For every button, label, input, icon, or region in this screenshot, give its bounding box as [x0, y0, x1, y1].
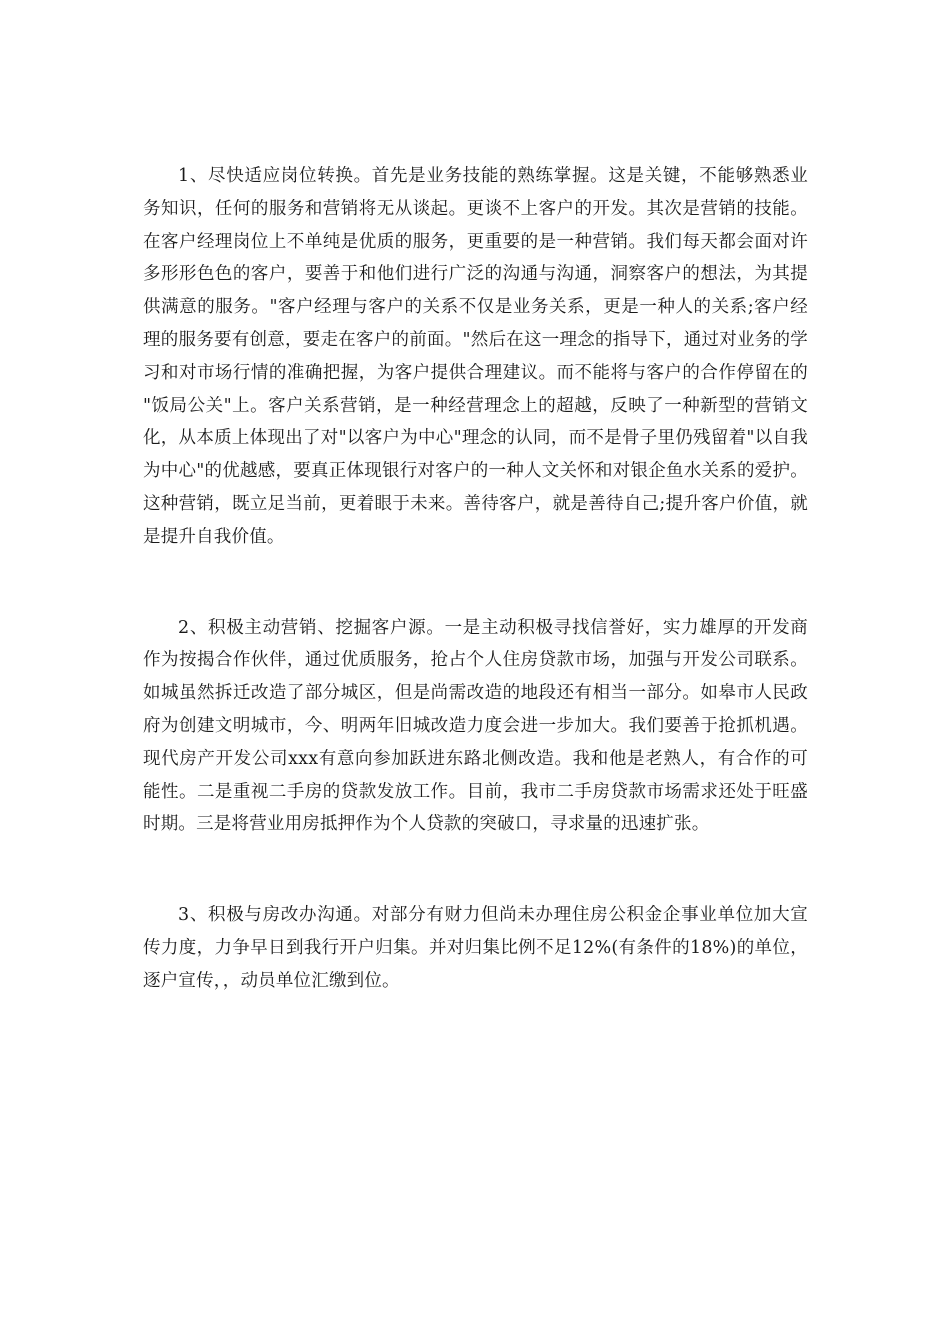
document-body: [143, 160, 808, 998]
paragraph-1: 1、尽快适应岗位转换。首先是业务技能的熟练掌握。这是关键，不能够熟悉业务知识，任何的服务和营销将无从谈起。更谈不上客户的开发。其次是营销的技能。在客户经理岗位上不单纯是优质的服务，更重要的是一种营销。我们每天都会面对许多形形色色的客户，要善于和他们进行广泛的沟通与沟通，洞察客户的想法，为其提供满意的服务。"客户经理与客户的关系不仅是业务关系，更是一种人的关系;客户经理的服务要有创意，要走在客户的前面。"然后在这一理念的指导下，通过对业务的学习和对市场行情的准确把握，为客户提供合理建议。而不能将与客户的合作停留在的 "饭局公关"上。客户关系营销，是一种经营理念上的超越，反映了一种新型的营销文化，从本质上体现出了对"以客户为中心"理念的认同，而不是骨子里仍残留着"以自我为中心"的优越感，要真正体现银行对客户的一种人文关怀和对银企鱼水关系的爱护。这种营销，既立足当前，更着眼于未来。善待客户，就是善待自己;提升客户价值，就是提升自我价值。: [143, 166, 808, 547]
paragraph-2: 2、积极主动营销、挖掘客户源。一是主动积极寻找信誉好，实力雄厚的开发商作为按揭合作伙伴，通过优质服务，抢占个人住房贷款市场，加强与开发公司联系。如城虽然拆迁改造了部分城区，但是尚需改造的地段还有相当一部分。如皋市人民政府为创建文明城市，今、明两年旧城改造力度会进一步加大。我们要善于抢抓机遇。现代房产开发公司xxx有意向参加跃进东路北侧改造。我和他是老熟人，有合作的可能性。二是重视二手房的贷款发放工作。目前，我市二手房贷款市场需求还处于旺盛时期。三是将营业用房抵押作为个人贷款的突破口，寻求量的迅速扩张。: [143, 617, 808, 835]
paragraph-3: 3、积极与房改办沟通。对部分有财力但尚未办理住房公积金企事业单位加大宣传力度，力争早日到我行开户归集。并对归集比例不足12%(有条件的18%)的单位，逐户宣传，，动员单位汇缴到位。: [143, 905, 808, 991]
